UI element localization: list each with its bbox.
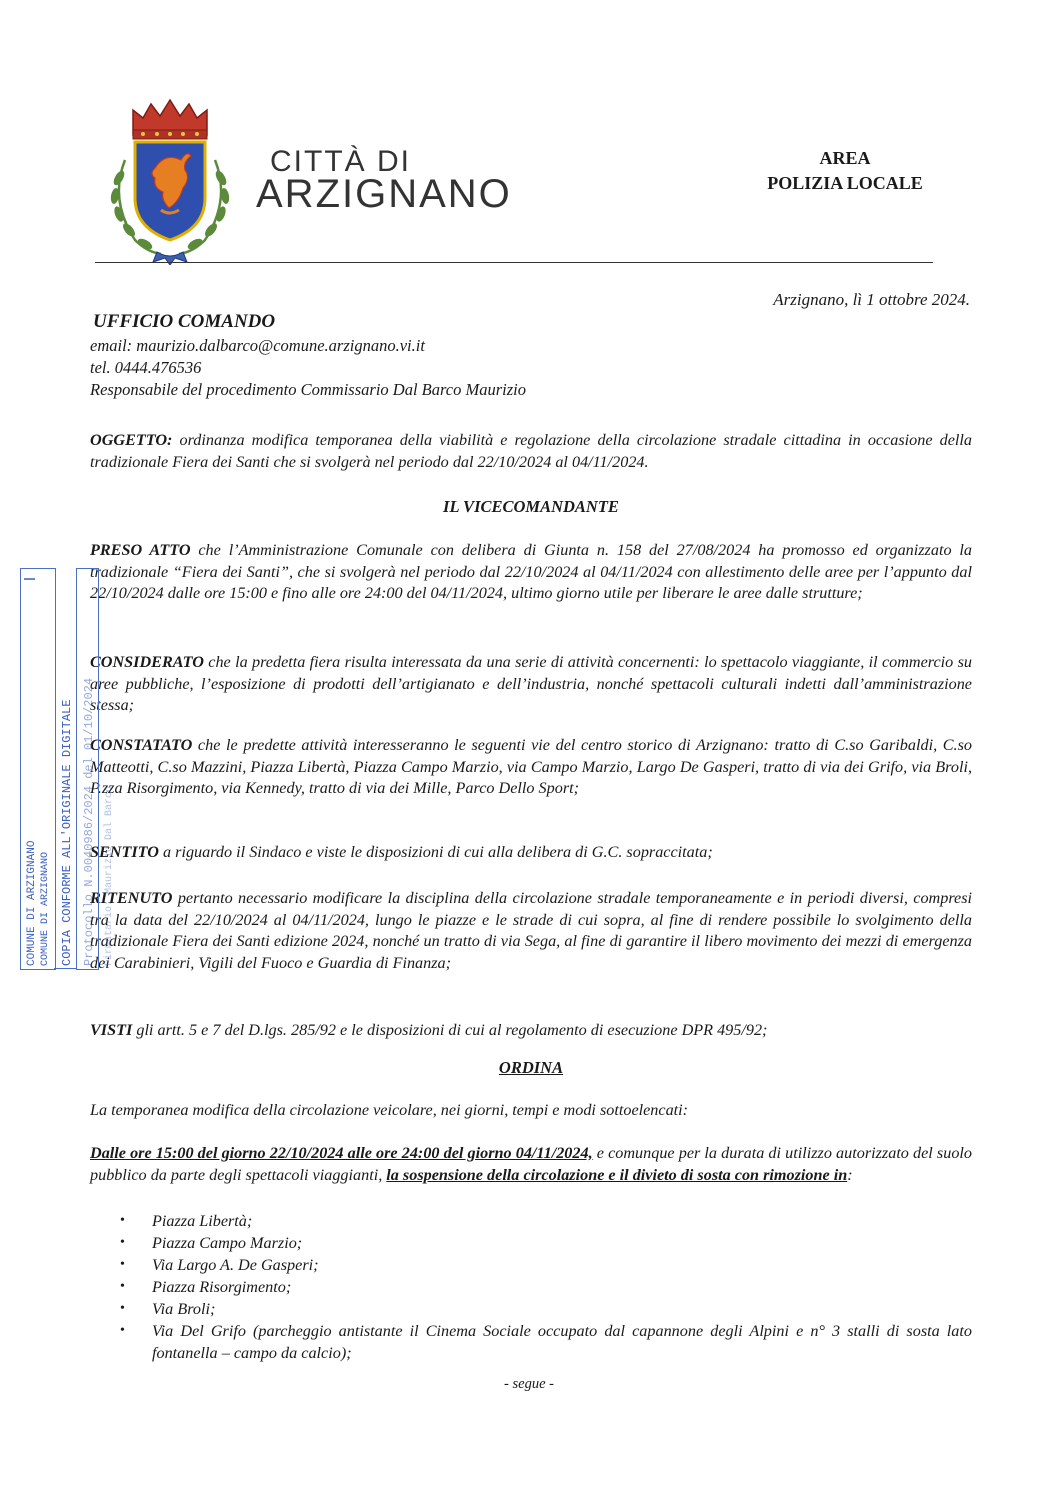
list-item: • Via Del Grifo (parcheggio antistante il Cinema Sociale occupato dal capannone degli Alpini e n° 3 stalli di sosta lato fontanella – campo da calcio);	[120, 1320, 972, 1364]
email-line: email: maurizio.dalbarco@comune.arzignano.vi.it	[90, 336, 425, 355]
oggetto-paragraph	[90, 430, 972, 473]
header-divider	[95, 262, 933, 263]
ritenuto-paragraph	[90, 888, 972, 974]
sentito-text: a riguardo il Sindaco e viste le disposizioni di cui alla delibera di G.C. sopraccitata;	[158, 843, 713, 861]
constatato-paragraph	[90, 735, 972, 800]
considerato-text: che la predetta fiera risulta interessata da una serie di attività concernenti: lo spettacolo viaggiante, il commercio su aree pubbliche, l’esposizione di prodotti dell’artigianato e dell’industria, nonché spettacoli culturali indetti dall’amministrazione stessa;	[90, 653, 972, 714]
city-crest-logo	[95, 90, 245, 265]
protocol-stamp	[20, 568, 140, 968]
stamp-line4: Protocollo N.0040986/2024 del 01/10/2024	[82, 677, 96, 966]
dalle-sospensione: la sospensione della circolazione e il divieto di sosta con rimozione in	[386, 1165, 848, 1184]
preso-atto-text: che l’Amministrazione Comunale con delibera di Giunta n. 158 del 27/08/2024 ha promosso ed organizzato la tradizionale “Fiera dei Santi”, che si svolgerà nel periodo dal 22/10/2024 al 04/11/2024 con allestimento delle aree per l’appunto dal 22/10/2024 dalle ore 15:00 e fino alle ore 24:00 del 04/11/2024, ultimo giorno utile per liberare le aree dalle strutture;	[90, 541, 972, 602]
considerato-label: CONSIDERATO	[90, 653, 204, 671]
stamp-line2: COMUNE DI ARZIGNANO	[40, 851, 51, 966]
oggetto-label: OGGETTO:	[90, 431, 173, 449]
list-item: • Via Broli;	[120, 1298, 972, 1320]
city-name-line2: ARZIGNANO	[256, 172, 512, 216]
ritenuto-label: RITENUTO	[90, 889, 173, 907]
office-contacts	[90, 335, 526, 401]
constatato-label: CONSTATATO	[90, 736, 193, 754]
stamp-mark: I	[22, 576, 40, 582]
responsabile-line: Responsabile del procedimento Commissario Dal Barco Maurizio	[90, 380, 526, 399]
considerato-paragraph	[90, 652, 972, 717]
ribbon-icon	[153, 252, 187, 265]
heading-ordina: ORDINA	[498, 1058, 564, 1077]
area-heading	[745, 146, 945, 196]
stamp-line1: COMUNE DI ARZIGNANO	[26, 840, 38, 966]
area-line1: AREA	[819, 148, 871, 168]
dalle-date-range: Dalle ore 15:00 del giorno 22/10/2024 alle ore 24:00 del giorno 04/11/2024,	[90, 1144, 593, 1162]
sentito-label: SENTITO	[90, 843, 159, 861]
heading-vicecomandante: IL VICECOMANDANTE	[443, 497, 619, 516]
dalle-middle: e comunque per la durata di utilizzo autorizzato del suolo pubblico da parte degli spettacoli viaggianti,	[90, 1144, 973, 1184]
constatato-text: che le predette attività interesseranno le seguenti vie del centro storico di Arzignano: tratto di C.so Garibaldi, C.so Matteotti, C.so Mazzini, Piazza Libertà, Piazza Campo Marzio, via Campo Marzio, Largo De Gasperi, tratto di via dei Grifo, via Broli, P.zza Risorgimento, via Kennedy, tratto di via dei Mille, Parco Dello Sport;	[90, 736, 972, 797]
tel-line: tel. 0444.476536	[90, 358, 202, 377]
sentito-paragraph	[90, 842, 972, 864]
area-line2: POLIZIA LOCALE	[767, 173, 923, 193]
office-title: UFFICIO COMANDO	[93, 311, 276, 332]
list-item: • Via Largo A. De Gasperi;	[120, 1254, 972, 1276]
oggetto-text: ordinanza modifica temporanea della viabilità e regolazione della circolazione stradale cittadina in occasione della tradizionale Fiera dei Santi che si svolgerà nel periodo dal 22/10/2024 al 04/11/2024.	[90, 431, 972, 471]
preso-atto-label: PRESO ATTO	[90, 541, 191, 559]
list-item: • Piazza Campo Marzio;	[120, 1232, 972, 1254]
preso-atto-paragraph	[90, 540, 972, 605]
street-list	[120, 1210, 972, 1364]
visti-label: VISTI	[90, 1021, 133, 1039]
dalle-paragraph	[90, 1143, 972, 1186]
city-name-line1: CITTÀ DI	[270, 145, 411, 178]
place-date: Arzignano, lì 1 ottobre 2024.	[773, 290, 970, 309]
stamp-line5: Firmatario: Maurizio Dal Barco	[104, 785, 115, 966]
visti-text: gli artt. 5 e 7 del D.lgs. 285/92 e le disposizioni di cui al regolamento di esecuzione DPR 495/92;	[132, 1021, 768, 1039]
ordina-intro: La temporanea modifica della circolazione veicolare, nei giorni, tempi e modi sottoelencati:	[90, 1101, 689, 1119]
segue-label: - segue -	[504, 1376, 554, 1392]
list-item: • Piazza Risorgimento;	[120, 1276, 972, 1298]
ritenuto-text: pertanto necessario modificare la disciplina della circolazione stradale temporaneamente e in periodi diversi, compresi tra la data del 22/10/2024 al 04/11/2024, lungo le piazze e le strade di cui sopra, al fine di rendere possibile lo svolgimento della tradizionale Fiera dei Santi edizione 2024, nonché un tratto di via Sega, al fine di garantire il libero movimento dei mezzi di emergenza dei Carabinieri, Vigili del Fuoco e Guardia di Finanza;	[90, 889, 972, 972]
dalle-end: :	[847, 1165, 853, 1184]
list-item: • Piazza Libertà;	[120, 1210, 972, 1232]
crown-icon	[133, 100, 207, 139]
visti-paragraph	[90, 1020, 972, 1042]
stamp-line3: COPIA CONFORME ALL'ORIGINALE DIGITALE	[60, 699, 74, 966]
